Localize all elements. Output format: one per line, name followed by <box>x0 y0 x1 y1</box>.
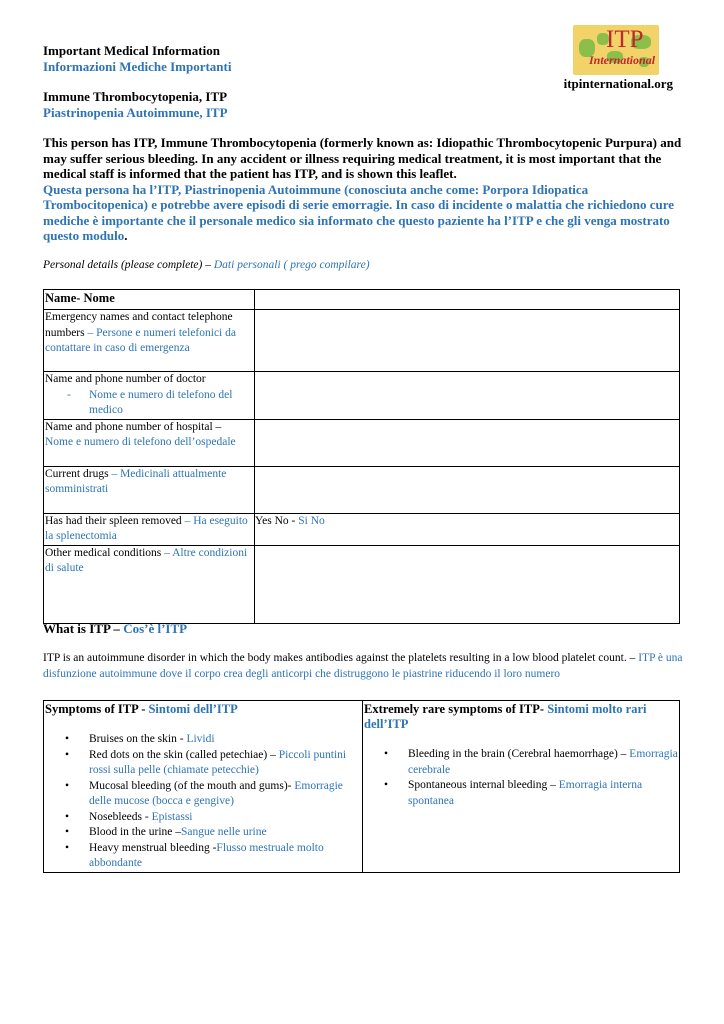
info-title-it: Informazioni Mediche Importanti <box>43 58 232 74</box>
spleen-answer[interactable]: Yes No - Si No <box>255 513 680 545</box>
what-is-itp-title: What is ITP – Cos’è l’ITP <box>43 621 188 636</box>
personal-details-label: Personal details (please complete) – Dati personali ( prego compilare) <box>43 259 370 271</box>
what-is-itp-text: ITP is an autoimmune disorder in which the body makes antibodies against the platelets resulting in a low blood platelet count. – ITP è una disfunzione autoimmune dove il corpo crea degli anticorpi che distruggono le piastrine riducendo il loro numero <box>43 652 683 680</box>
intro-it: Questa persona ha l’ITP, Piastrinopenia Autoimmune (conosciuta anche come: Porpora Idiopatica Trombocitopenica) e potrebbe avere episodi di serie emorragie. In caso di incidente o malattia che richiedono cure mediche è importante che il personale medico sia informato che questo paziente ha l’ITP e che gli venga mostrato questo modulo. <box>43 181 675 243</box>
symptom-item: • Red dots on the skin (called petechiae) – Piccoli puntini rossi sulla pelle (chiamate petecchie) <box>45 748 361 779</box>
symptom-item: • Nosebleeds - Epistassi <box>45 810 361 826</box>
doctor-label: Name and phone number of doctor - Nome e numero di telefono del medico <box>44 372 255 420</box>
drugs-field[interactable] <box>255 466 680 513</box>
rare-symptom-item: • Bleeding in the brain (Cerebral haemorrhage) – Emorragia cerebrale <box>364 747 678 778</box>
symptom-item: • Heavy menstrual bleeding -Flusso mestruale molto abbondante <box>45 841 361 872</box>
symptom-item: • Blood in the urine –Sangue nelle urine <box>45 825 361 841</box>
emergency-label: Emergency names and contact telephone numbers – Persone e numeri telefonici da contattare in caso di emergenza <box>44 310 255 372</box>
hospital-field[interactable] <box>255 419 680 466</box>
info-title-en: Important Medical Information <box>43 43 220 58</box>
condition-title-it: Piastrinopenia Autoimmune, ITP <box>43 104 228 120</box>
other-conditions-label: Other medical conditions – Altre condizioni di salute <box>44 545 255 623</box>
drugs-label: Current drugs – Medicinali attualmente somministrati <box>44 466 255 513</box>
symptoms-title: Symptoms of ITP - Sintomi dell’ITP <box>45 702 238 716</box>
symptoms-column <box>44 701 363 873</box>
rare-symptoms-title: Extremely rare symptoms of ITP- Sintomi molto rari dell’ITP <box>364 702 647 731</box>
website: itpinternational.org <box>563 76 673 91</box>
symptom-item: • Mucosal bleeding (of the mouth and gums)- Emorragie delle mucose (bocca e gengive) <box>45 779 361 810</box>
doctor-field[interactable] <box>255 372 680 420</box>
rare-symptom-item: • Spontaneous internal bleeding – Emorragia interna spontanea <box>364 778 678 809</box>
other-conditions-field[interactable] <box>255 545 680 623</box>
hospital-label: Name and phone number of hospital – Nome e numero di telefono dell’ospedale <box>44 419 255 466</box>
name-label: Name- Nome <box>44 290 255 310</box>
rare-symptoms-column <box>363 701 680 873</box>
symptom-item: • Bruises on the skin - Lividi <box>45 732 361 748</box>
symptoms-table <box>43 700 680 873</box>
emergency-field[interactable] <box>255 310 680 372</box>
personal-details-table <box>43 289 680 624</box>
spleen-label: Has had their spleen removed – Ha eseguito la splenectomia <box>44 513 255 545</box>
name-field[interactable] <box>255 290 680 310</box>
condition-title-en: Immune Thrombocytopenia, ITP <box>43 89 228 104</box>
itp-international-logo: ITP International <box>573 25 659 75</box>
intro-en: This person has ITP, Immune Thrombocytopenia (formerly known as: Idiopathic Thrombocytopenic Purpura) and may suffer serious bleeding. In any accident or illness requiring medical treatment, it is most important that the medical staff is informed that the patient has ITP, and is shown this leaflet. <box>43 135 682 181</box>
